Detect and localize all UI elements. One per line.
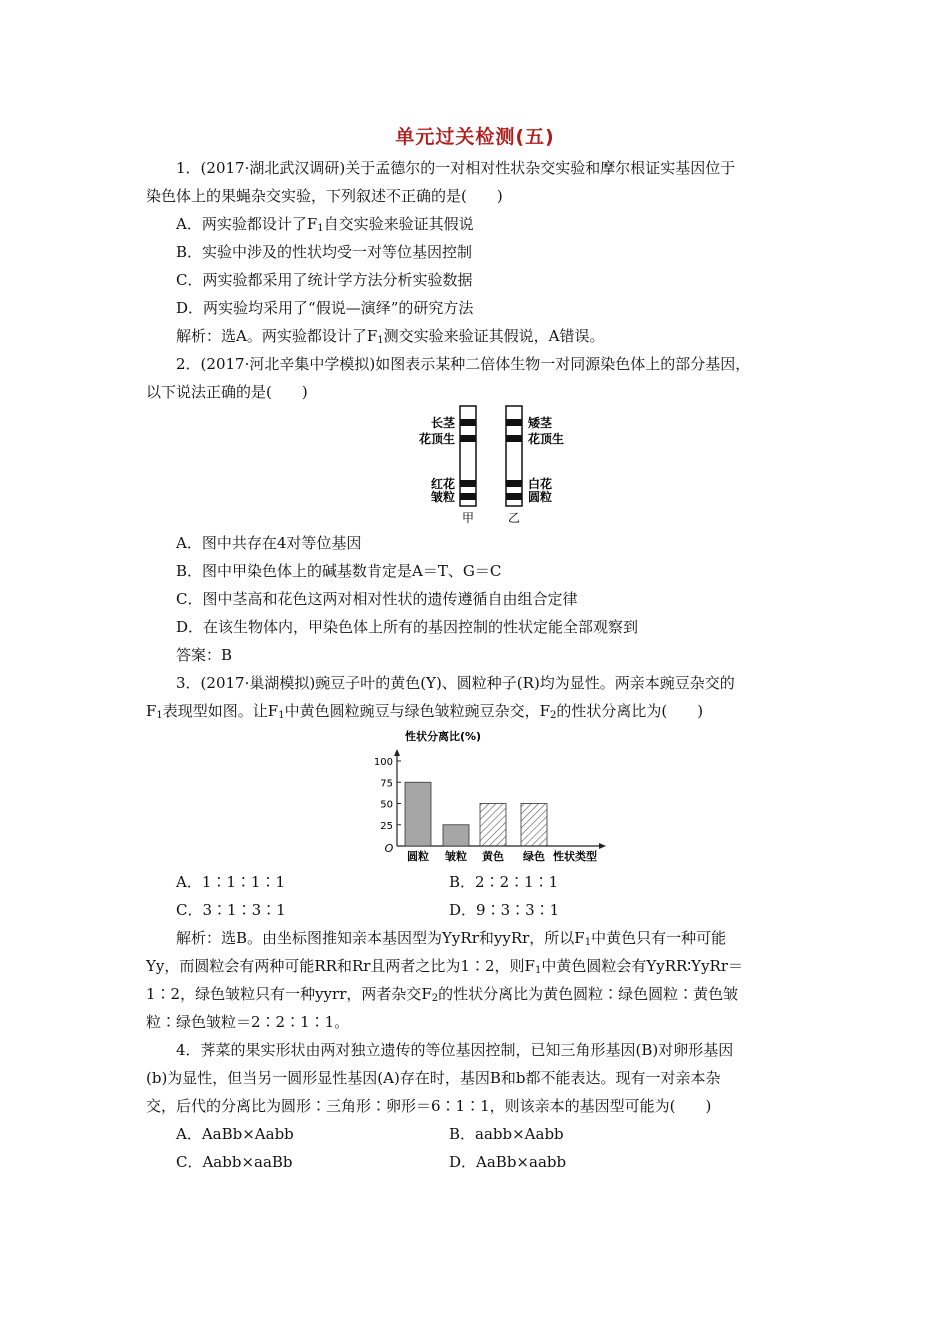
y-tick-label: 50 xyxy=(380,799,393,811)
gene-band xyxy=(460,480,476,487)
q3-analysis-line3 xyxy=(146,984,738,1004)
text: 中黄色圆粒豌豆与绿色皱粒豌豆杂交，F xyxy=(284,702,551,720)
q3-option-a: A．1∶1∶1∶1 xyxy=(176,873,286,891)
gene-band xyxy=(460,493,476,500)
left-gene-label: 长茎 xyxy=(430,416,455,430)
bar xyxy=(480,804,506,847)
q3-stem-line1: 3．(2017·巢湖模拟)豌豆子叶的黄色(Y)、圆粒种子(R)均为显性。两亲本豌豆杂交的 xyxy=(176,674,735,692)
left-gene-label: 花顶生 xyxy=(418,432,455,446)
category-label: 绿色 xyxy=(523,850,545,863)
left-gene-label: 皱粒 xyxy=(430,490,455,504)
q1-option-c: C．两实验都采用了统计学方法分析实验数据 xyxy=(176,271,473,289)
q4-option-c: C．Aabb×aaBb xyxy=(176,1153,293,1171)
category-label: 黄色 xyxy=(482,850,504,863)
q4-option-b: B．aabb×Aabb xyxy=(449,1125,564,1143)
q2-option-a: A．图中共存在4对等位基因 xyxy=(176,534,362,552)
q2-option-c: C．图中茎高和花色这两对相对性状的遗传遵循自由组合定律 xyxy=(176,590,578,608)
q3-analysis-line1 xyxy=(176,928,726,948)
segregation-ratio-chart xyxy=(355,725,620,867)
q3-option-c: C．3∶1∶3∶1 xyxy=(176,901,286,919)
bar xyxy=(521,804,547,847)
left-gene-label: 红花 xyxy=(430,477,455,491)
q4-stem-line3: 交，后代的分离比为圆形∶三角形∶卵形＝6∶1∶1，则该亲本的基因型可能为( ) xyxy=(146,1097,712,1115)
q1-stem-line1: 1．(2017·湖北武汉调研)关于孟德尔的一对相对性状杂交实验和摩尔根证实基因位于 xyxy=(176,159,736,177)
origin-label: O xyxy=(384,842,394,855)
q1-analysis-text: 解析：选A。两实验都设计了F xyxy=(176,327,378,345)
q2-option-d: D．在该生物体内，甲染色体上所有的基因控制的性状定能全部观察到 xyxy=(176,618,639,636)
category-labels xyxy=(407,849,545,863)
y-tick-label: 75 xyxy=(380,778,393,790)
q1-option-d: D．两实验均采用了“假说—演绎”的研究方法 xyxy=(176,299,474,317)
text: 1∶2，绿色皱粒只有一种yyrr，两者杂交F xyxy=(146,985,432,1003)
y-tick-label: 25 xyxy=(380,820,393,832)
subscript: 1 xyxy=(317,223,324,234)
q3-option-d: D．9∶3∶3∶1 xyxy=(449,901,560,919)
text: 解析：选B。由坐标图推知亲本基因型为YyRr和yyRr，所以F xyxy=(176,929,585,947)
subscript: 1 xyxy=(377,335,384,346)
q4-option-d: D．AaBb×aabb xyxy=(449,1153,567,1171)
chart-title: 性状分离比(%) xyxy=(405,730,482,743)
y-axis-arrow xyxy=(394,749,400,756)
q2-stem-line2: 以下说法正确的是( ) xyxy=(146,383,308,401)
chromosome-caption-yi: 乙 xyxy=(507,511,521,525)
right-gene-label: 矮茎 xyxy=(528,416,553,430)
q4-option-a: A．AaBb×Aabb xyxy=(176,1125,294,1143)
right-gene-label: 花顶生 xyxy=(528,432,565,446)
q2-option-b: B．图中甲染色体上的碱基数肯定是A＝T、G＝C xyxy=(176,562,502,580)
category-label: 皱粒 xyxy=(445,850,467,863)
text: 的性状分离比为( ) xyxy=(556,702,704,720)
q1-option-a xyxy=(176,214,474,234)
gene-band xyxy=(460,419,476,426)
q3-analysis-line4: 粒∶绿色皱粒＝2∶2∶1∶1。 xyxy=(146,1013,350,1031)
q2-answer: 答案：B xyxy=(176,646,233,664)
category-label: 圆粒 xyxy=(407,850,429,863)
subscript: 1 xyxy=(534,965,542,976)
q2-stem-line1: 2．(2017·河北辛集中学模拟)如图表示某种二倍体生物一对同源染色体上的部分基因， xyxy=(176,355,751,373)
text: 中黄色只有一种可能 xyxy=(591,929,727,947)
gene-band xyxy=(460,435,476,442)
right-gene-label: 白花 xyxy=(528,477,553,491)
x-axis-arrow xyxy=(599,843,606,849)
subscript: 1 xyxy=(156,710,163,721)
q4-stem-line2: (b)为显性，但当另一圆形显性基因(A)存在时，基因B和b都不能表达。现有一对亲本杂 xyxy=(146,1069,721,1087)
gene-band xyxy=(506,480,522,487)
q1-option-a-text: A．两实验都设计了F xyxy=(176,215,318,233)
q1-stem-line2: 染色体上的果蝇杂交实验，下列叙述不正确的是( ) xyxy=(146,187,503,205)
gene-band xyxy=(506,419,522,426)
chromosome-caption-jia: 甲 xyxy=(461,511,475,525)
chromosome-figure xyxy=(400,404,600,530)
text: Yy，而圆粒会有两种可能RR和Rr且两者之比为1∶2，则F xyxy=(146,957,535,975)
q3-stem-line2 xyxy=(146,701,703,721)
q1-analysis-text-end: 测交实验来验证其假说，A错误。 xyxy=(383,327,605,345)
text: 的性状分离比为黄色圆粒∶绿色圆粒∶黄色皱 xyxy=(438,985,739,1003)
subscript: 1 xyxy=(584,937,592,948)
subscript: 1 xyxy=(278,710,285,721)
gene-band xyxy=(506,493,522,500)
q3-option-b: B．2∶2∶1∶1 xyxy=(449,873,559,891)
q3-analysis-line2 xyxy=(146,956,743,976)
text: 中黄色圆粒会有YyRR∶YyRr＝ xyxy=(541,957,744,975)
text: 表现型如图。让F xyxy=(162,702,279,720)
gene-band xyxy=(506,435,522,442)
y-tick-label: 100 xyxy=(373,757,393,768)
subscript: 2 xyxy=(431,993,439,1004)
bar xyxy=(405,782,431,846)
bars xyxy=(405,782,547,846)
x-axis-label: 性状类型 xyxy=(553,850,597,863)
q1-option-b: B．实验中涉及的性状均受一对等位基因控制 xyxy=(176,243,473,261)
q4-stem-line1: 4．荠菜的果实形状由两对独立遗传的等位基因控制，已知三角形基因(B)对卵形基因 xyxy=(176,1041,734,1059)
bar xyxy=(443,825,469,846)
right-gene-label: 圆粒 xyxy=(528,490,553,504)
page-title: 单元过关检测(五) xyxy=(395,126,555,148)
text: F xyxy=(146,702,157,720)
subscript: 2 xyxy=(550,710,557,721)
q1-analysis xyxy=(176,326,604,346)
q1-option-a-text-end: 自交实验来验证其假说 xyxy=(323,215,474,233)
